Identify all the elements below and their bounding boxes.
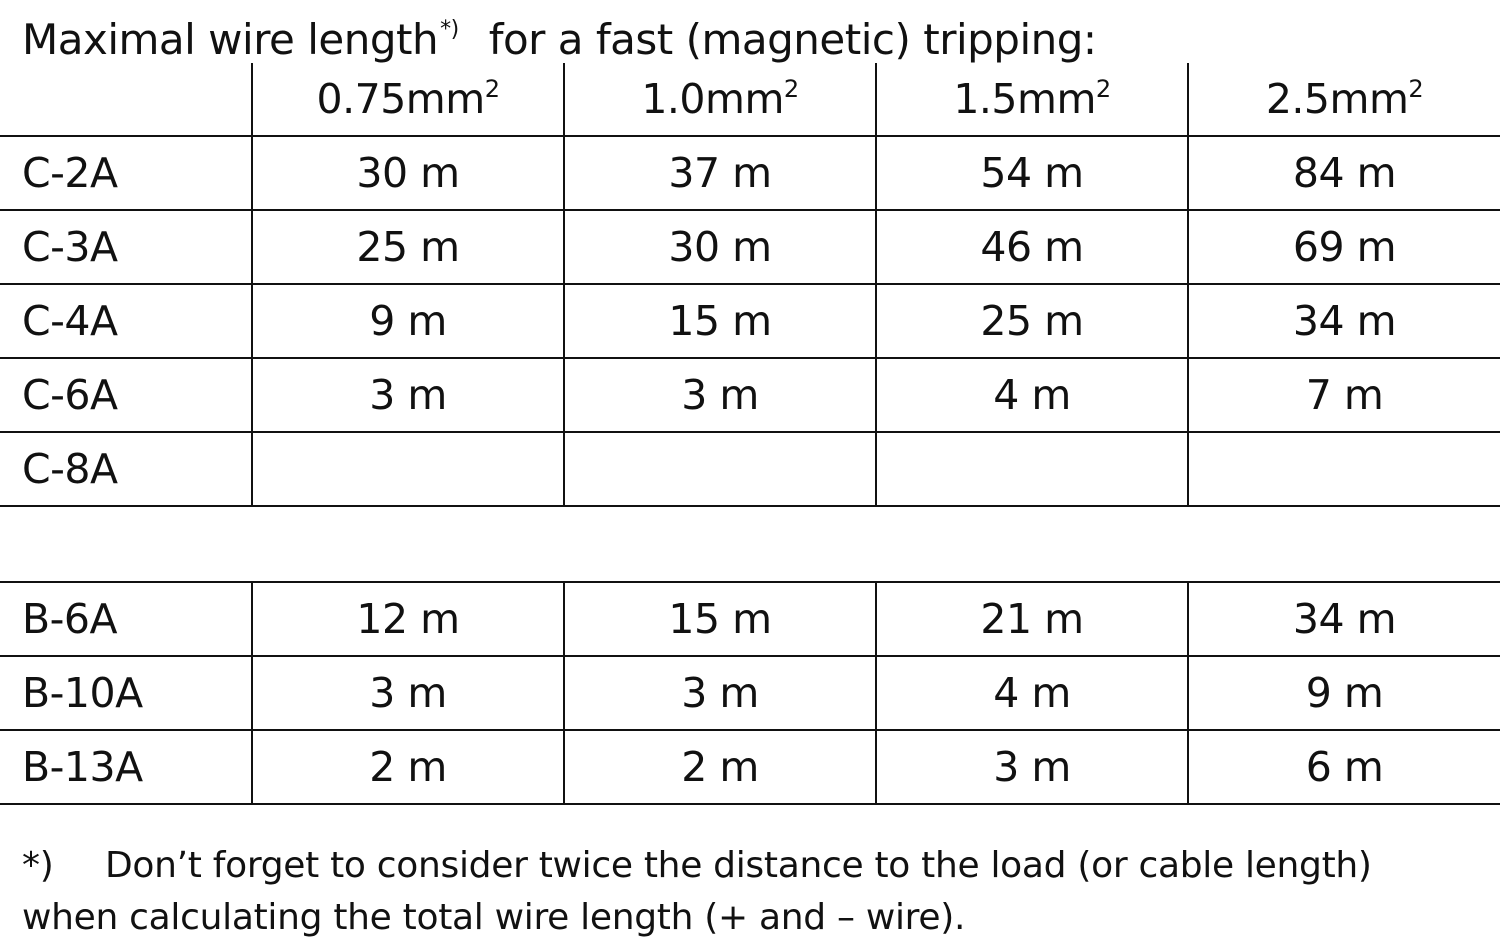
footnote-text-1: Don’t forget to consider twice the distance to the load (or cable length) <box>105 845 1372 886</box>
table-title <box>22 2 1097 68</box>
table-cell: 3 m <box>252 656 564 730</box>
row-label: C-4A <box>0 284 252 358</box>
table-cell: 4 m <box>876 358 1188 432</box>
table-row <box>0 284 1500 358</box>
row-label: C-8A <box>0 432 252 506</box>
header-row <box>0 63 1500 136</box>
table-cell <box>876 432 1188 506</box>
table-cell: 3 m <box>876 730 1188 804</box>
table-row <box>0 730 1500 804</box>
table-cell: 12 m <box>252 582 564 656</box>
table-cell: 34 m <box>1188 284 1500 358</box>
footnote <box>22 840 1372 944</box>
table-cell: 34 m <box>1188 582 1500 656</box>
header-cell: $2.5mm^2$ <box>1188 63 1500 136</box>
table-cell: 3 m <box>564 656 876 730</box>
table-row <box>0 210 1500 284</box>
title-suffix: for a fast (magnetic) tripping: <box>488 15 1097 64</box>
row-label: B-10A <box>0 656 252 730</box>
table-cell: 69 m <box>1188 210 1500 284</box>
b-curve-table <box>0 581 1500 805</box>
header-cell: $1.5mm^2$ <box>876 63 1188 136</box>
footnote-line-2: when calculating the total wire length (+ and – wire). <box>22 897 966 938</box>
header-cell: $1.0mm^2$ <box>564 63 876 136</box>
table-cell: 25 m <box>252 210 564 284</box>
title-text: Maximal wire length <box>22 15 439 64</box>
c-curve-table <box>0 63 1500 507</box>
table-cell: 84 m <box>1188 136 1500 210</box>
row-label: B-13A <box>0 730 252 804</box>
table-cell: 37 m <box>564 136 876 210</box>
table-cell: 3 m <box>564 358 876 432</box>
table-cell: 15 m <box>564 284 876 358</box>
row-label: C-2A <box>0 136 252 210</box>
table-row <box>0 582 1500 656</box>
footnote-mark: *) <box>22 845 54 886</box>
table-cell: 15 m <box>564 582 876 656</box>
table-cell: 30 m <box>252 136 564 210</box>
table-cell: 21 m <box>876 582 1188 656</box>
header-corner-cell <box>0 63 252 136</box>
table-cell: 30 m <box>564 210 876 284</box>
table-cell <box>1188 432 1500 506</box>
header-cell: $0.75mm^2$ <box>252 63 564 136</box>
table-row <box>0 136 1500 210</box>
table-cell: 2 m <box>252 730 564 804</box>
table-cell: 25 m <box>876 284 1188 358</box>
table-cell <box>252 432 564 506</box>
row-label: C-6A <box>0 358 252 432</box>
row-label: B-6A <box>0 582 252 656</box>
table-cell: 54 m <box>876 136 1188 210</box>
table-row <box>0 358 1500 432</box>
table-cell: 2 m <box>564 730 876 804</box>
table-cell: 9 m <box>1188 656 1500 730</box>
title-footnote-mark: *) <box>440 17 459 42</box>
footnote-line-1 <box>22 840 1372 892</box>
table-row <box>0 432 1500 506</box>
row-label: C-3A <box>0 210 252 284</box>
table-cell: 46 m <box>876 210 1188 284</box>
table-row <box>0 656 1500 730</box>
table-cell: 3 m <box>252 358 564 432</box>
table-cell: 6 m <box>1188 730 1500 804</box>
table-cell: 7 m <box>1188 358 1500 432</box>
table-cell <box>564 432 876 506</box>
table-cell: 4 m <box>876 656 1188 730</box>
table-cell: 9 m <box>252 284 564 358</box>
